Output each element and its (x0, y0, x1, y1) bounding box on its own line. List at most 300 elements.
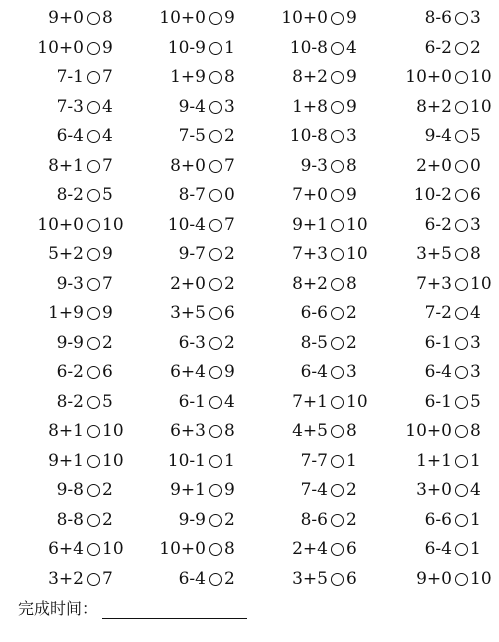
problem-compare-value: 6 (224, 303, 235, 323)
problem-compare-value: 9 (102, 244, 113, 264)
problem-compare-value: 9 (224, 362, 235, 382)
problem-compare-value: 2 (224, 568, 235, 589)
comparison-problem (382, 181, 492, 211)
comparison-problem (382, 388, 492, 418)
problem-compare-value: 8 (470, 244, 481, 264)
problem-expression: 9+1 (170, 480, 206, 500)
comparison-problem (258, 4, 368, 34)
problem-expression: 6-6 (300, 303, 328, 323)
problem-compare-value: 3 (470, 214, 481, 235)
comparison-circle-blank[interactable] (455, 307, 468, 320)
problem-compare-value: 8 (224, 67, 235, 87)
problem-column-3 (258, 4, 368, 594)
comparison-circle-blank[interactable] (209, 160, 222, 173)
comparison-circle-blank[interactable] (87, 219, 100, 232)
problem-compare-value: 2 (224, 273, 235, 294)
problem-compare-value: 9 (346, 96, 357, 117)
problem-expression: 1+8 (292, 96, 328, 117)
problem-column-4 (382, 4, 492, 594)
problem-compare-value: 3 (346, 362, 357, 382)
problem-expression: 8-7 (178, 185, 206, 205)
problem-expression: 6-4 (424, 539, 452, 559)
comparison-circle-blank[interactable] (331, 425, 344, 438)
problem-expression: 6+4 (48, 539, 84, 559)
problem-compare-value: 10 (470, 96, 492, 117)
problem-expression: 7+3 (292, 244, 328, 264)
comparison-circle-blank[interactable] (87, 71, 100, 84)
comparison-problem (136, 388, 246, 418)
comparison-problem (136, 240, 246, 270)
comparison-circle-blank[interactable] (455, 484, 468, 497)
problem-compare-value: 8 (102, 8, 113, 28)
comparison-circle-blank[interactable] (209, 484, 222, 497)
comparison-circle-blank[interactable] (455, 71, 468, 84)
comparison-circle-blank[interactable] (455, 248, 468, 261)
problem-expression: 8+2 (292, 67, 328, 87)
comparison-circle-blank[interactable] (87, 366, 100, 379)
problem-expression: 7-2 (424, 303, 452, 323)
comparison-problem (136, 358, 246, 388)
problem-expression: 2+4 (292, 539, 328, 559)
problem-compare-value: 10 (102, 421, 124, 441)
problem-expression: 1+9 (170, 67, 206, 87)
comparison-problem (382, 93, 492, 123)
comparison-circle-blank[interactable] (331, 307, 344, 320)
comparison-circle-blank[interactable] (87, 12, 100, 25)
comparison-problem (14, 122, 124, 152)
problem-compare-value: 10 (102, 539, 124, 559)
comparison-problem (382, 358, 492, 388)
problem-compare-value: 3 (470, 332, 481, 353)
comparison-circle-blank[interactable] (209, 337, 222, 350)
problem-expression: 5+2 (48, 244, 84, 264)
problem-expression: 9-8 (56, 480, 84, 500)
comparison-problem (382, 211, 492, 241)
problem-compare-value: 1 (346, 450, 357, 471)
problem-expression: 6-3 (178, 332, 206, 353)
comparison-problem (382, 535, 492, 565)
comparison-circle-blank[interactable] (209, 366, 222, 379)
problem-compare-value: 10 (346, 391, 368, 412)
problem-compare-value: 4 (470, 303, 481, 323)
problem-expression: 10+0 (159, 539, 206, 559)
comparison-problem (382, 329, 492, 359)
comparison-problem (382, 240, 492, 270)
problem-compare-value: 2 (470, 37, 481, 58)
comparison-circle-blank[interactable] (331, 219, 344, 232)
problem-compare-value: 5 (470, 126, 481, 146)
problem-compare-value: 2 (346, 332, 357, 353)
problem-expression: 8+1 (48, 421, 84, 441)
problem-compare-value: 6 (102, 362, 113, 382)
comparison-problem (14, 299, 124, 329)
problem-compare-value: 6 (346, 539, 357, 559)
problem-expression: 10+0 (405, 67, 452, 87)
problem-expression: 7+0 (292, 185, 328, 205)
comparison-problem (258, 152, 368, 182)
problem-expression: 10-9 (167, 37, 206, 58)
comparison-circle-blank[interactable] (455, 425, 468, 438)
problem-compare-value: 6 (346, 568, 357, 589)
comparison-circle-blank[interactable] (455, 573, 468, 586)
comparison-circle-blank[interactable] (87, 425, 100, 438)
comparison-circle-blank[interactable] (331, 42, 344, 55)
problem-compare-value: 6 (470, 185, 481, 205)
comparison-circle-blank[interactable] (331, 573, 344, 586)
comparison-circle-blank[interactable] (331, 337, 344, 350)
comparison-circle-blank[interactable] (331, 455, 344, 468)
problem-compare-value: 9 (346, 8, 357, 28)
comparison-circle-blank[interactable] (87, 307, 100, 320)
problem-compare-value: 9 (224, 480, 235, 500)
problem-expression: 7-4 (300, 480, 328, 500)
problem-expression: 9+1 (48, 450, 84, 471)
comparison-problem (14, 358, 124, 388)
comparison-circle-blank[interactable] (455, 219, 468, 232)
comparison-problem (382, 417, 492, 447)
problem-expression: 7-3 (56, 96, 84, 117)
problem-compare-value: 8 (224, 421, 235, 441)
problem-compare-value: 1 (224, 450, 235, 471)
comparison-circle-blank[interactable] (209, 12, 222, 25)
completion-time-label: 完成时间： (18, 599, 99, 618)
comparison-problem (258, 63, 368, 93)
comparison-problem (136, 447, 246, 477)
problem-expression: 8-6 (300, 509, 328, 530)
problem-expression: 9+0 (416, 568, 452, 589)
comparison-circle-blank[interactable] (455, 396, 468, 409)
comparison-problem (258, 506, 368, 536)
comparison-circle-blank[interactable] (87, 160, 100, 173)
comparison-problem (382, 34, 492, 64)
comparison-problem (382, 447, 492, 477)
problem-expression: 6+3 (170, 421, 206, 441)
comparison-circle-blank[interactable] (87, 484, 100, 497)
problem-compare-value: 2 (102, 480, 113, 500)
problem-expression: 3+5 (416, 244, 452, 264)
problem-expression: 9-4 (424, 126, 452, 146)
problem-compare-value: 3 (224, 96, 235, 117)
problem-expression: 9+0 (48, 8, 84, 28)
problem-expression: 6-6 (424, 509, 452, 530)
comparison-problem (14, 63, 124, 93)
comparison-circle-blank[interactable] (209, 219, 222, 232)
problem-compare-value: 5 (102, 391, 113, 412)
problem-expression: 3+5 (292, 568, 328, 589)
comparison-problem (258, 122, 368, 152)
problem-expression: 8-2 (56, 391, 84, 412)
comparison-problem (136, 34, 246, 64)
problem-compare-value: 0 (224, 185, 235, 205)
comparison-circle-blank[interactable] (209, 278, 222, 291)
problem-expression: 7+3 (416, 273, 452, 294)
problem-compare-value: 7 (102, 67, 113, 87)
comparison-problem (14, 417, 124, 447)
problem-compare-value: 4 (346, 37, 357, 58)
comparison-circle-blank[interactable] (209, 307, 222, 320)
comparison-problem (258, 535, 368, 565)
comparison-problem (382, 152, 492, 182)
comparison-problem (136, 93, 246, 123)
comparison-circle-blank[interactable] (209, 130, 222, 143)
problem-compare-value: 2 (102, 509, 113, 530)
comparison-problem (258, 34, 368, 64)
comparison-problem (258, 417, 368, 447)
comparison-circle-blank[interactable] (87, 189, 100, 202)
problem-expression: 7-1 (56, 67, 84, 87)
comparison-problem (14, 506, 124, 536)
problem-compare-value: 10 (346, 214, 368, 235)
problem-compare-value: 8 (346, 421, 357, 441)
comparison-circle-blank[interactable] (455, 101, 468, 114)
problem-expression: 8-2 (56, 185, 84, 205)
comparison-circle-blank[interactable] (331, 189, 344, 202)
problem-expression: 7+1 (292, 391, 328, 412)
problem-expression: 10-1 (167, 450, 206, 471)
problem-expression: 8-6 (424, 8, 452, 28)
problem-compare-value: 8 (346, 155, 357, 176)
problem-expression: 9-7 (178, 244, 206, 264)
comparison-circle-blank[interactable] (87, 248, 100, 261)
comparison-circle-blank[interactable] (455, 189, 468, 202)
problem-expression: 6-2 (424, 37, 452, 58)
comparison-circle-blank[interactable] (87, 573, 100, 586)
problem-compare-value: 8 (346, 273, 357, 294)
comparison-problem (136, 329, 246, 359)
problem-expression: 1+9 (48, 303, 84, 323)
problem-compare-value: 3 (470, 362, 481, 382)
problem-compare-value: 5 (102, 185, 113, 205)
comparison-problem (14, 240, 124, 270)
comparison-problem (14, 181, 124, 211)
problem-expression: 6+4 (170, 362, 206, 382)
problem-compare-value: 4 (224, 391, 235, 412)
comparison-problem (382, 122, 492, 152)
problem-expression: 9-3 (56, 273, 84, 294)
comparison-circle-blank[interactable] (331, 248, 344, 261)
problem-compare-value: 7 (224, 155, 235, 176)
comparison-circle-blank[interactable] (87, 514, 100, 527)
problem-compare-value: 2 (346, 303, 357, 323)
problem-expression: 3+5 (170, 303, 206, 323)
comparison-problem (258, 329, 368, 359)
comparison-problem (382, 565, 492, 595)
problem-column-1 (14, 4, 124, 594)
comparison-circle-blank[interactable] (455, 42, 468, 55)
comparison-problem (14, 388, 124, 418)
problem-expression: 9-9 (178, 509, 206, 530)
comparison-problem (258, 388, 368, 418)
problem-compare-value: 9 (224, 8, 235, 28)
problem-expression: 8+1 (48, 155, 84, 176)
comparison-circle-blank[interactable] (455, 337, 468, 350)
problem-compare-value: 2 (224, 332, 235, 353)
problem-expression: 2+0 (170, 273, 206, 294)
problem-expression: 10-8 (289, 37, 328, 58)
comparison-circle-blank[interactable] (455, 278, 468, 291)
problem-compare-value: 1 (224, 37, 235, 58)
comparison-problem (136, 270, 246, 300)
problem-expression: 8+2 (292, 273, 328, 294)
problem-expression: 6-2 (56, 362, 84, 382)
comparison-circle-blank[interactable] (87, 455, 100, 468)
comparison-problem (136, 565, 246, 595)
problem-expression: 6-4 (56, 126, 84, 146)
comparison-circle-blank[interactable] (209, 543, 222, 556)
problem-compare-value: 4 (470, 480, 481, 500)
comparison-circle-blank[interactable] (209, 514, 222, 527)
comparison-circle-blank[interactable] (455, 12, 468, 25)
problem-compare-value: 3 (470, 8, 481, 28)
problem-compare-value: 2 (224, 509, 235, 530)
comparison-circle-blank[interactable] (455, 514, 468, 527)
problem-expression: 10+0 (405, 421, 452, 441)
comparison-circle-blank[interactable] (87, 396, 100, 409)
comparison-circle-blank[interactable] (455, 130, 468, 143)
problem-compare-value: 10 (346, 244, 368, 264)
comparison-circle-blank[interactable] (331, 278, 344, 291)
problem-expression: 10+0 (37, 37, 84, 58)
comparison-circle-blank[interactable] (209, 248, 222, 261)
problem-expression: 6-4 (178, 568, 206, 589)
comparison-problem (14, 447, 124, 477)
problem-compare-value: 10 (102, 450, 124, 471)
comparison-problem (258, 93, 368, 123)
comparison-circle-blank[interactable] (87, 337, 100, 350)
comparison-circle-blank[interactable] (209, 573, 222, 586)
comparison-circle-blank[interactable] (87, 101, 100, 114)
comparison-problem (14, 93, 124, 123)
problem-compare-value: 10 (470, 67, 492, 87)
problem-expression: 10-2 (413, 185, 452, 205)
problem-compare-value: 0 (470, 155, 481, 176)
problem-compare-value: 10 (470, 568, 492, 589)
comparison-problem (258, 240, 368, 270)
comparison-problem (258, 565, 368, 595)
comparison-circle-blank[interactable] (331, 101, 344, 114)
problem-compare-value: 9 (102, 37, 113, 58)
comparison-circle-blank[interactable] (455, 543, 468, 556)
comparison-problem (14, 211, 124, 241)
comparison-problem (382, 63, 492, 93)
comparison-circle-blank[interactable] (331, 484, 344, 497)
comparison-problem (136, 535, 246, 565)
comparison-problem (136, 299, 246, 329)
comparison-problem (14, 4, 124, 34)
comparison-problem (136, 122, 246, 152)
comparison-circle-blank[interactable] (87, 130, 100, 143)
problem-compare-value: 3 (346, 126, 357, 146)
problem-expression: 10+0 (37, 214, 84, 235)
comparison-circle-blank[interactable] (455, 455, 468, 468)
comparison-circle-blank[interactable] (331, 396, 344, 409)
problem-expression: 6-4 (300, 362, 328, 382)
comparison-circle-blank[interactable] (331, 71, 344, 84)
comparison-problem (136, 506, 246, 536)
problem-compare-value: 4 (102, 126, 113, 146)
problem-compare-value: 9 (346, 185, 357, 205)
comparison-circle-blank[interactable] (331, 12, 344, 25)
comparison-problem (136, 4, 246, 34)
comparison-problem (14, 476, 124, 506)
problem-expression: 8-5 (300, 332, 328, 353)
problem-compare-value: 1 (470, 509, 481, 530)
problem-compare-value: 8 (224, 539, 235, 559)
problem-compare-value: 7 (224, 214, 235, 235)
completion-time-row (18, 596, 247, 619)
comparison-circle-blank[interactable] (331, 366, 344, 379)
comparison-problem (136, 152, 246, 182)
comparison-problem (382, 270, 492, 300)
comparison-problem (382, 476, 492, 506)
comparison-problem (258, 358, 368, 388)
comparison-circle-blank[interactable] (455, 366, 468, 379)
comparison-problem (382, 506, 492, 536)
comparison-circle-blank[interactable] (331, 160, 344, 173)
problem-expression: 6-1 (424, 332, 452, 353)
comparison-circle-blank[interactable] (209, 455, 222, 468)
comparison-circle-blank[interactable] (87, 42, 100, 55)
problem-expression: 9-4 (178, 96, 206, 117)
problem-expression: 10+0 (159, 8, 206, 28)
problem-compare-value: 2 (224, 126, 235, 146)
comparison-problem (258, 447, 368, 477)
comparison-circle-blank[interactable] (209, 101, 222, 114)
comparison-circle-blank[interactable] (87, 278, 100, 291)
problem-compare-value: 8 (470, 421, 481, 441)
comparison-problem (136, 181, 246, 211)
problem-expression: 7-5 (178, 126, 206, 146)
comparison-circle-blank[interactable] (331, 130, 344, 143)
problem-compare-value: 1 (470, 450, 481, 471)
problem-expression: 7-7 (300, 450, 328, 471)
comparison-problem (136, 417, 246, 447)
problem-expression: 1+1 (416, 450, 452, 471)
comparison-circle-blank[interactable] (331, 514, 344, 527)
comparison-circle-blank[interactable] (209, 42, 222, 55)
comparison-problem (14, 270, 124, 300)
problem-expression: 6-4 (424, 362, 452, 382)
problem-compare-value: 7 (102, 568, 113, 589)
problem-expression: 10-8 (289, 126, 328, 146)
problem-expression: 3+2 (48, 568, 84, 589)
problem-compare-value: 2 (102, 332, 113, 353)
comparison-circle-blank[interactable] (209, 189, 222, 202)
problem-compare-value: 2 (346, 509, 357, 530)
problem-expression: 8-8 (56, 509, 84, 530)
completion-time-blank-line[interactable] (102, 600, 247, 619)
problem-expression: 9-9 (56, 332, 84, 353)
comparison-circle-blank[interactable] (209, 71, 222, 84)
comparison-problem (258, 181, 368, 211)
comparison-problem (258, 476, 368, 506)
problem-compare-value: 10 (102, 214, 124, 235)
comparison-circle-blank[interactable] (209, 425, 222, 438)
problem-compare-value: 7 (102, 273, 113, 294)
problem-compare-value: 7 (102, 155, 113, 176)
comparison-circle-blank[interactable] (455, 160, 468, 173)
problem-expression: 9+1 (292, 214, 328, 235)
problem-expression: 8+0 (170, 155, 206, 176)
problem-compare-value: 2 (346, 480, 357, 500)
problem-expression: 4+5 (292, 421, 328, 441)
comparison-problem (382, 299, 492, 329)
problem-expression: 8+2 (416, 96, 452, 117)
comparison-circle-blank[interactable] (331, 543, 344, 556)
comparison-circle-blank[interactable] (87, 543, 100, 556)
comparison-circle-blank[interactable] (209, 396, 222, 409)
problem-expression: 9-3 (300, 155, 328, 176)
